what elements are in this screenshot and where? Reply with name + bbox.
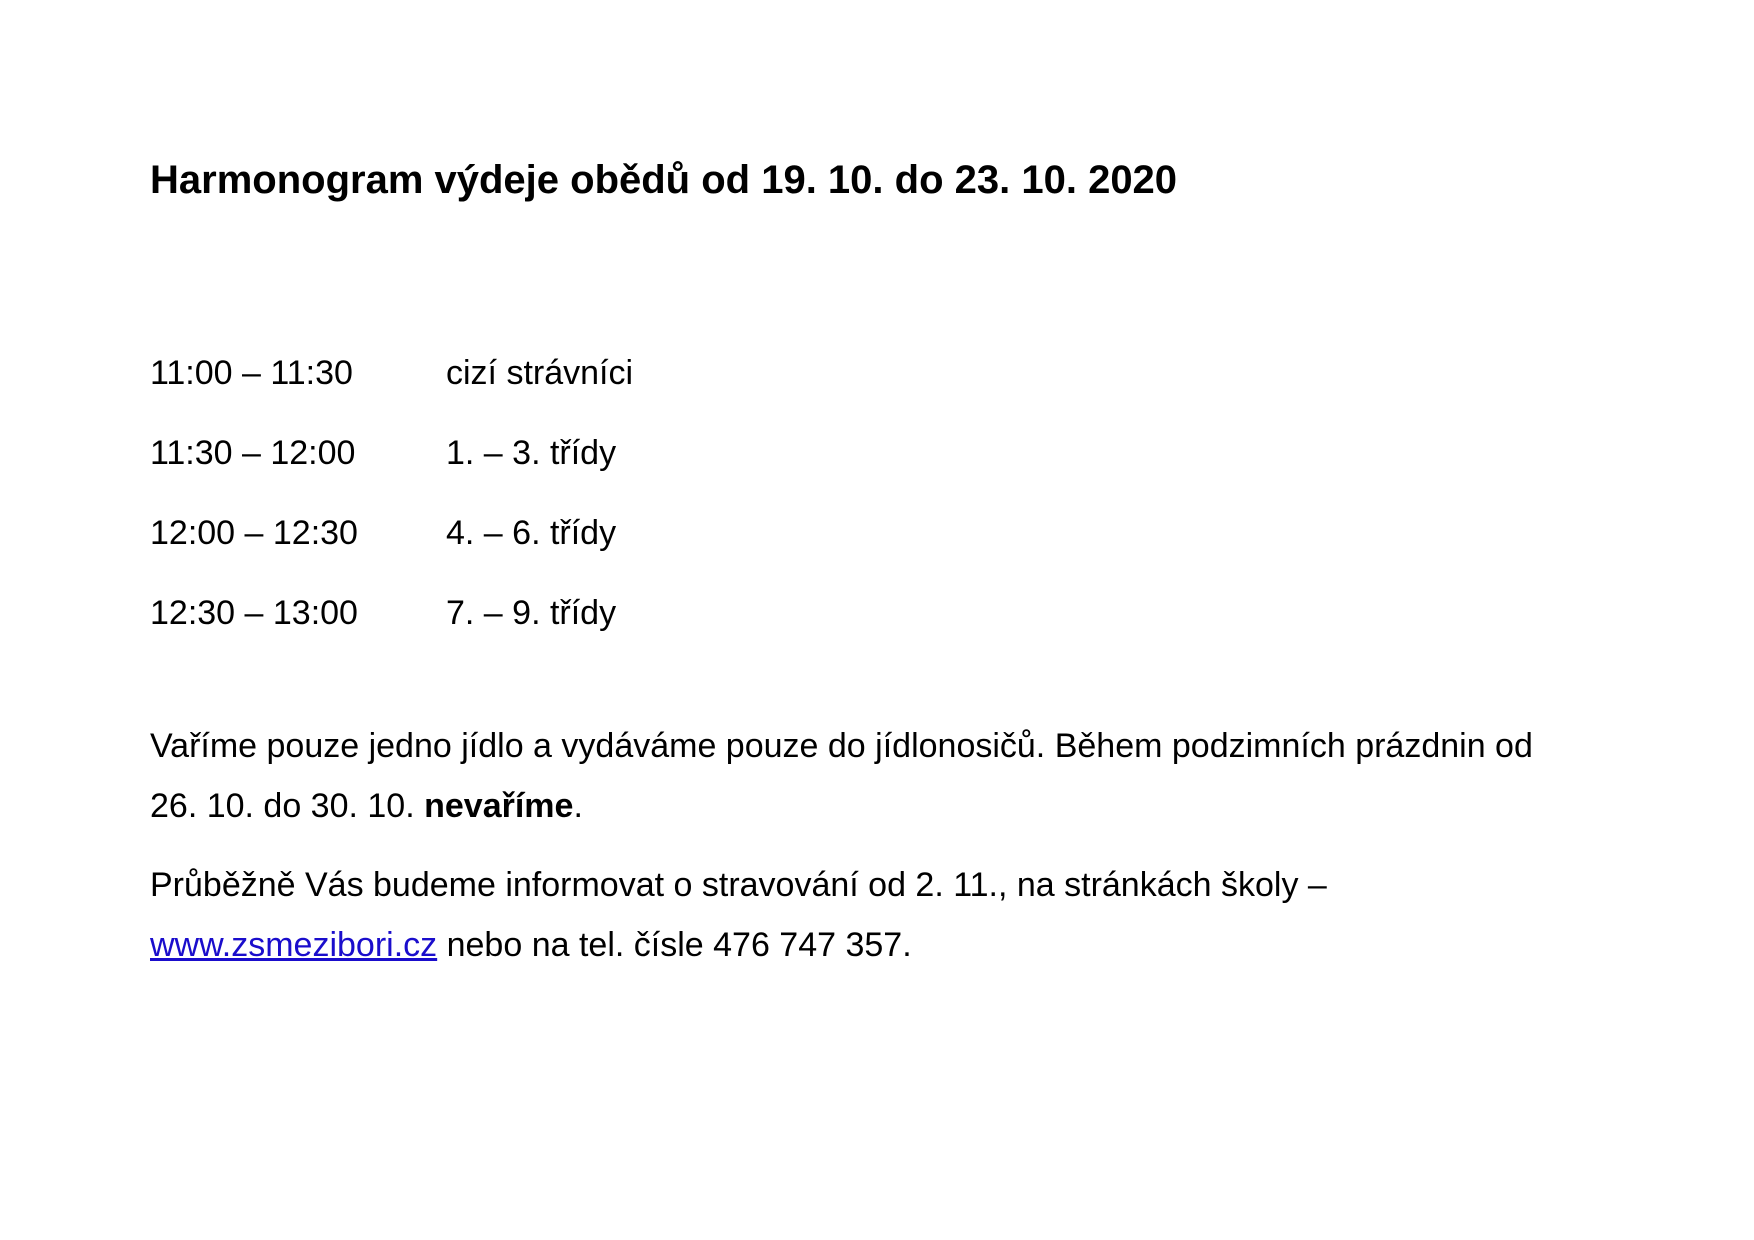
lunch-schedule — [150, 345, 1050, 665]
schedule-time: 11:00 – 11:30 — [150, 354, 353, 392]
schedule-group: cizí strávníci — [446, 354, 634, 392]
schedule-group: 1. – 3. třídy — [446, 434, 617, 472]
school-website-link[interactable]: www.zsmezibori.cz — [150, 926, 438, 964]
cooking-notice-text: Vaříme pouze jedno jídlo a vydáváme pouze do jídlonosičů. Během podzimních prázdnin od 26. 10. do 30. 10. — [150, 727, 1533, 825]
schedule-group: 7. – 9. třídy — [446, 594, 617, 632]
schedule-time: 12:30 – 13:00 — [150, 594, 358, 632]
info-text: Průběžně Vás budeme informovat o stravování od 2. 11., na stránkách školy – — [150, 866, 1327, 904]
no-cooking-emphasis: nevaříme — [424, 787, 574, 825]
info-phone-text: nebo na tel. čísle 476 747 357. — [437, 926, 912, 964]
cooking-notice-end: . — [573, 787, 583, 825]
schedule-row — [150, 345, 1050, 425]
schedule-row — [150, 505, 1050, 585]
schedule-row — [150, 425, 1050, 505]
document-title: Harmonogram výdeje obědů od 19. 10. do 23. 10. 2020 — [150, 158, 1178, 202]
schedule-time: 12:00 – 12:30 — [150, 514, 358, 552]
cooking-notice-paragraph — [150, 716, 1570, 836]
schedule-time: 11:30 – 12:00 — [150, 434, 356, 472]
info-paragraph — [150, 855, 1570, 975]
schedule-group: 4. – 6. třídy — [446, 514, 617, 552]
schedule-row — [150, 585, 1050, 665]
